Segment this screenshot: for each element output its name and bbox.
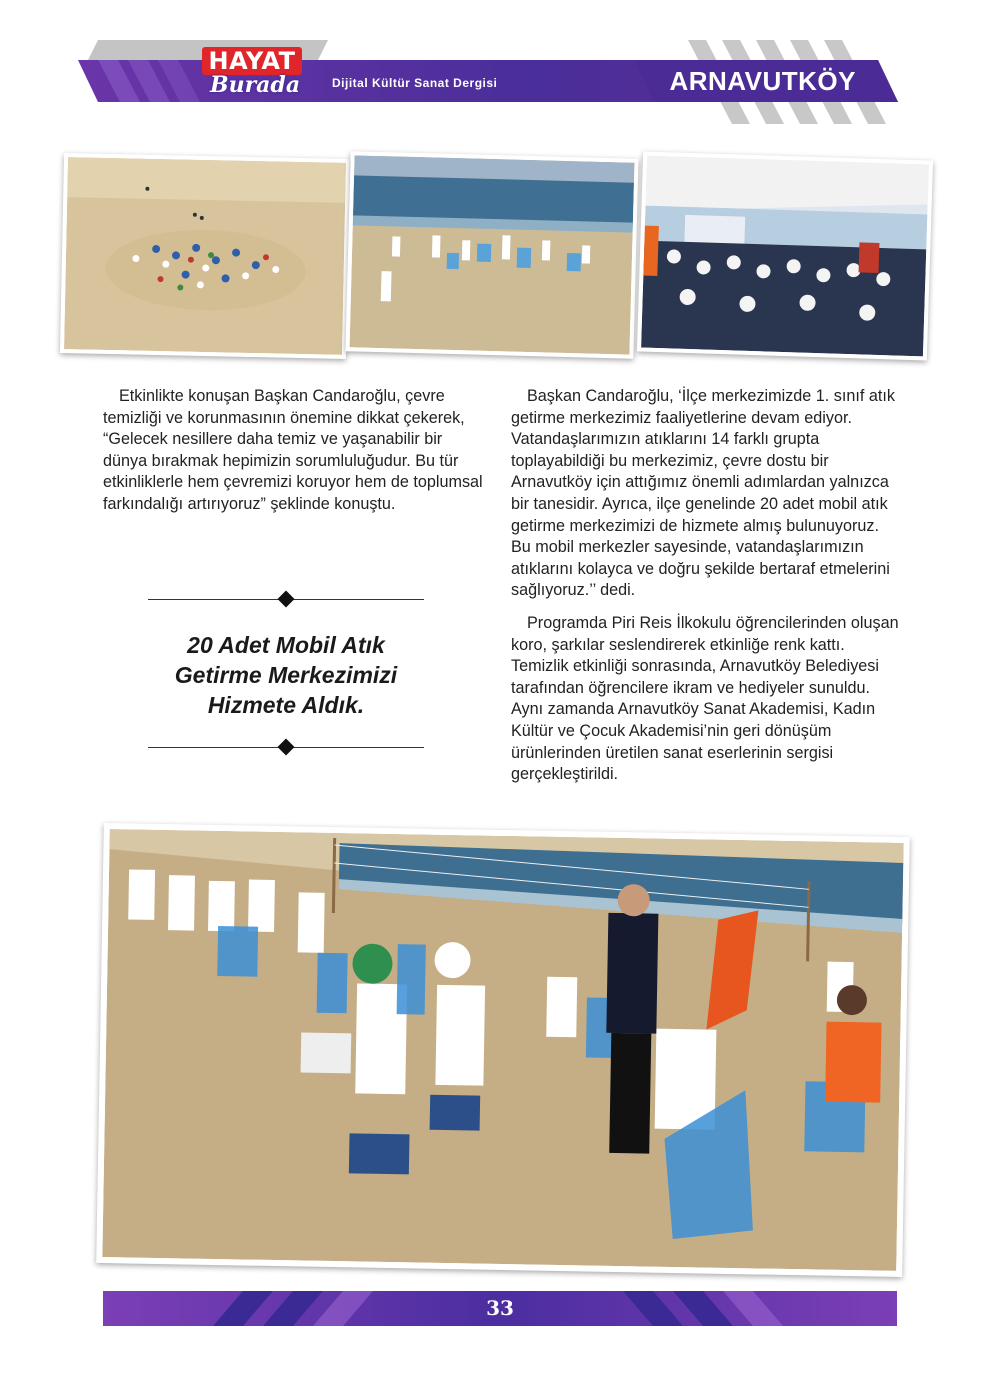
right-paragraph-2: Programda Piri Reis İlkokulu öğrencilerinden oluşan koro, şarkılar seslendirerek etkinliğe renk kattı. Temizlik etkinliği sonrasında, Arnavutköy Belediyesi tarafından öğrencilere ikram ve hediyeler sunuldu. Aynı zamanda Arnavutköy Sanat Akademisi, Kadın Kültür ve Çocuk Akademisi’nin geri dönüşüm ürünlerinden üretilen sanat eserlerinin sergisi gerçekleştirildi.	[511, 613, 899, 784]
quote-diamond-top	[278, 591, 295, 608]
pull-quote	[148, 630, 424, 720]
article-column-right	[511, 386, 899, 786]
article-column-left	[103, 386, 487, 516]
logo-burada: Burada	[210, 72, 301, 98]
photo-beach-aerial	[60, 153, 350, 359]
pull-quote-line3: Hizmete Aldık.	[207, 692, 365, 718]
right-paragraph-1: Başkan Candaroğlu, ‘İlçe merkezimizde 1. sınıf atık getirme merkezimiz faaliyetlerine devam ediyor. Vatandaşlarımızın atıklarını 14 farklı grupta toplayabildiği bu merkezimiz, çevre dostu bir Arnavutköy için attığımız önemli adımlardan yalnızca bir tanesidir. Ayrıca, ilçe genelinde 20 adet mobil atık getirme merkezimizi de hizmete almış bulunuyoruz. Bu mobil merkezler sayesinde, vatandaşlarımızın atıklarını kolayca ve doğru şekilde bertaraf etmelerini sağlıyoruz.’’ dedi.	[511, 387, 895, 600]
photo-beach-children	[345, 151, 638, 358]
region-title: ARNAVUTKÖY	[669, 66, 856, 96]
photo-tent-audience	[637, 151, 933, 360]
page-number: 33	[486, 1296, 514, 1320]
logo-hayat: HAYAT	[202, 47, 302, 75]
left-paragraph: Etkinlikte konuşan Başkan Candaroğlu, çevre temizliği ve korunmasının önemine dikkat çekerek, “Gelecek nesillere daha temiz ve yaşanabilir bir dünya bırakmak hepimizin sorumluluğudur. Bu tür etkinliklerle hem çevremizi koruyor hem de toplumsal farkındalığı artırıyoruz” şeklinde konuştu.	[103, 387, 483, 513]
pull-quote-line1: 20 Adet Mobil Atık	[187, 632, 385, 658]
quote-diamond-bottom	[278, 739, 295, 756]
photo-beach-cleanup	[96, 823, 910, 1277]
magazine-title: Dijital Kültür Sanat Dergisi	[332, 76, 498, 90]
pull-quote-line2: Getirme Merkezimizi	[174, 662, 398, 688]
